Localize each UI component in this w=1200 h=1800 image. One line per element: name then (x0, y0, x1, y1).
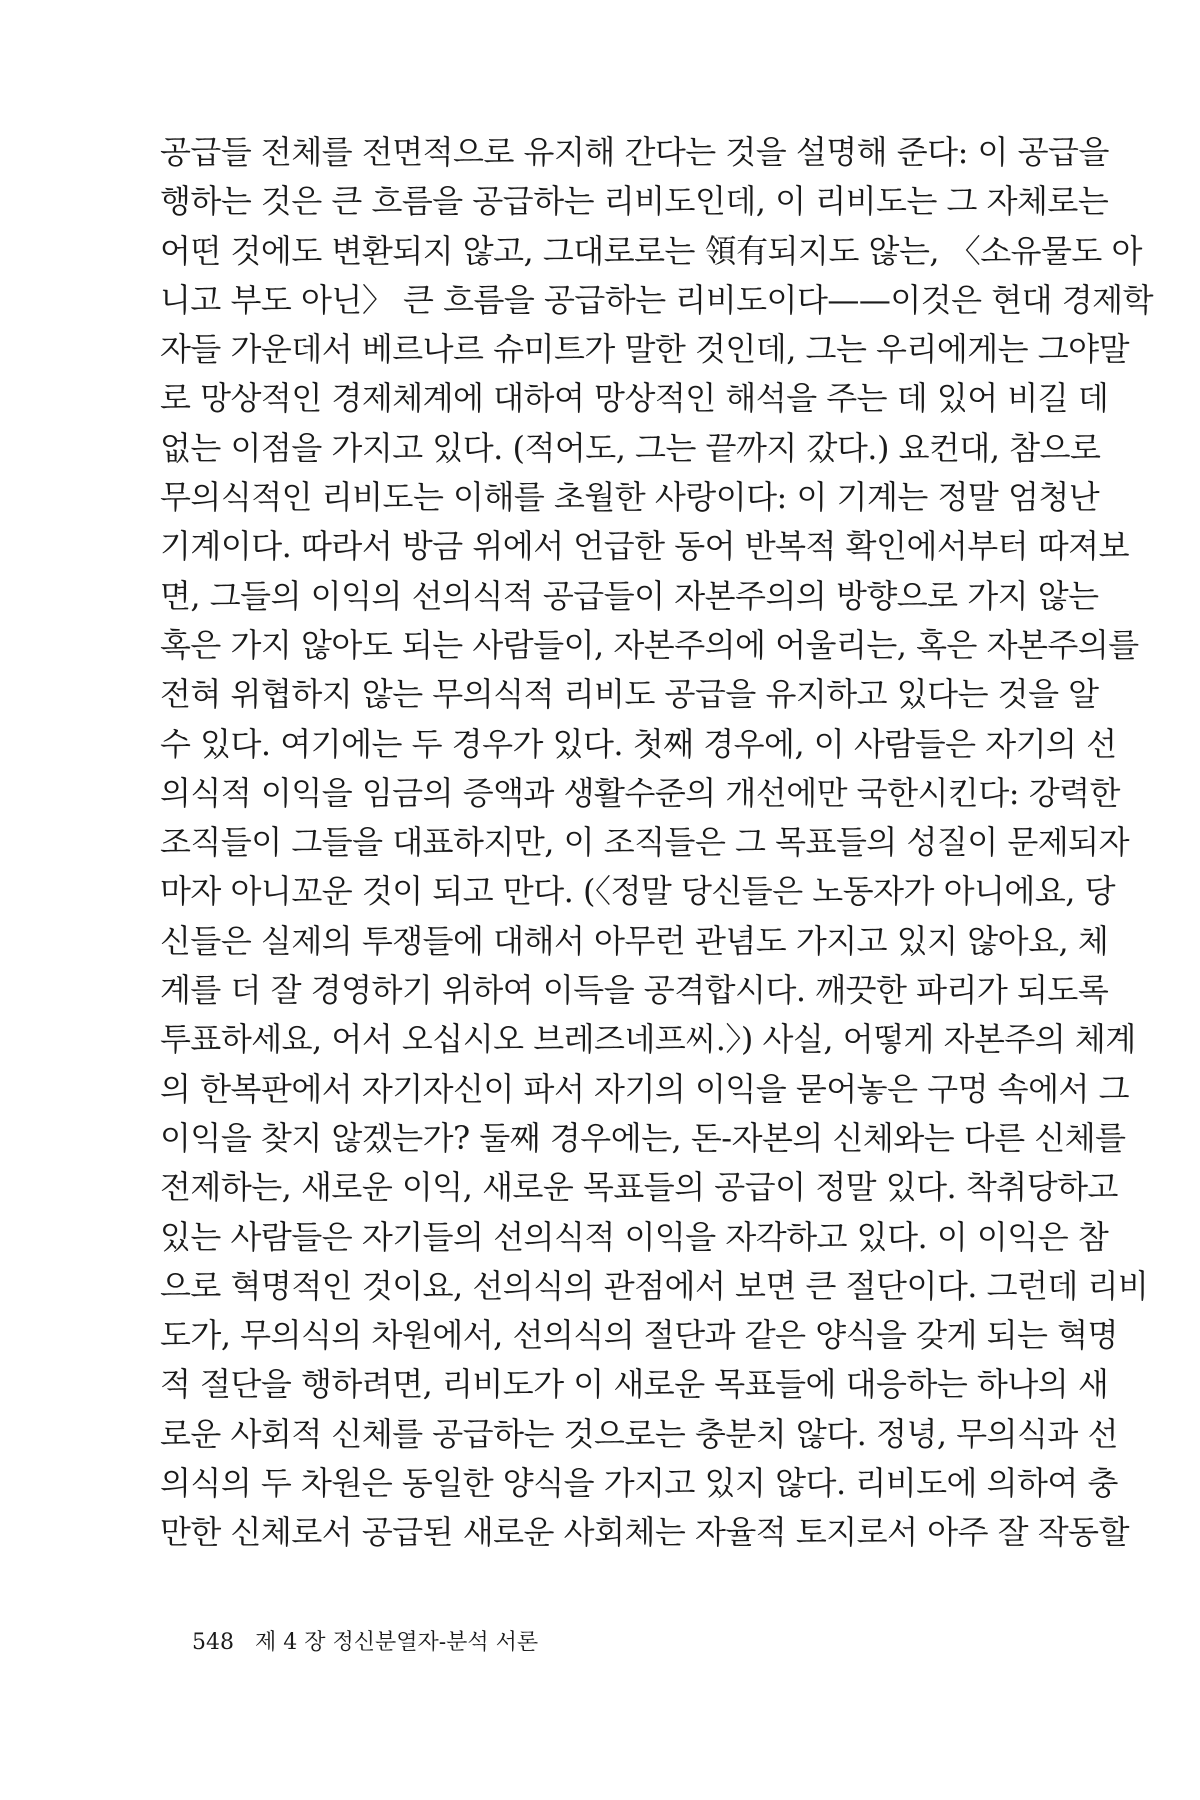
text-line: 계를 더 잘 경영하기 위하여 이득을 공격합시다. 깨끗한 파리가 되도록 (160, 971, 1109, 1010)
text-line: 로운 사회적 신체를 공급하는 것으로는 충분치 않다. 정녕, 무의식과 선 (160, 1414, 1118, 1453)
text-line: 신들은 실제의 투쟁들에 대해서 아무런 관념도 가지고 있지 않아요, 체 (160, 921, 1109, 960)
text-line: 의 한복판에서 자기자신이 파서 자기의 이익을 묻어놓은 구멍 속에서 그 (160, 1069, 1129, 1108)
text-line: 만한 신체로서 공급된 새로운 사회체는 자율적 토지로서 아주 잘 작동할 (160, 1513, 1129, 1552)
text-line: 으로 혁명적인 것이요, 선의식의 관점에서 보면 큰 절단이다. 그런데 리비 (160, 1266, 1149, 1305)
text-line: 전제하는, 새로운 이익, 새로운 목표들의 공급이 정말 있다. 착취당하고 (160, 1168, 1118, 1207)
text-line: 도가, 무의식의 차원에서, 선의식의 절단과 같은 양식을 갖게 되는 혁명 (160, 1316, 1118, 1355)
text-line: 로 망상적인 경제체계에 대하여 망상적인 해석을 주는 데 있어 비길 데 (160, 379, 1109, 418)
page-number: 548 (192, 1630, 234, 1655)
text-line: 마자 아니꼬운 것이 되고 만다. (〈정말 당신들은 노동자가 아니에요, 당 (160, 872, 1116, 911)
text-line: 의식의 두 차원은 동일한 양식을 가지고 있지 않다. 리비도에 의하여 충 (160, 1464, 1118, 1503)
text-line: 이익을 찾지 않겠는가? 둘째 경우에는, 돈-자본의 신체와는 다른 신체를 (160, 1118, 1126, 1157)
text-line: 수 있다. 여기에는 두 경우가 있다. 첫째 경우에, 이 사람들은 자기의 선 (160, 724, 1117, 763)
page-footer (192, 1625, 538, 1656)
text-line: 있는 사람들은 자기들의 선의식적 이익을 자각하고 있다. 이 이익은 참 (160, 1217, 1109, 1256)
text-line: 기계이다. 따라서 방금 위에서 언급한 동어 반복적 확인에서부터 따져보 (160, 527, 1129, 566)
text-line: 투표하세요, 어서 오십시오 브레즈네프씨.〉) 사실, 어떻게 자본주의 체계 (160, 1020, 1136, 1059)
text-line: 자들 가운데서 베르나르 슈미트가 말한 것인데, 그는 우리에게는 그야말 (160, 330, 1129, 369)
text-line: 면, 그들의 이익의 선의식적 공급들이 자본주의의 방향으로 가지 않는 (160, 576, 1099, 615)
text-line: 행하는 것은 큰 흐름을 공급하는 리비도인데, 이 리비도는 그 자체로는 (160, 182, 1109, 221)
running-chapter-title: 제 4 장 정신분열자-분석 서론 (255, 1630, 539, 1655)
text-line: 공급들 전체를 전면적으로 유지해 간다는 것을 설명해 준다: 이 공급을 (160, 133, 1109, 171)
text-line: 혹은 가지 않아도 되는 사람들이, 자본주의에 어울리는, 혹은 자본주의를 (160, 625, 1139, 664)
text-line: 무의식적인 리비도는 이해를 초월한 사랑이다: 이 기계는 정말 엄청난 (160, 478, 1100, 517)
body-text (160, 128, 1154, 1558)
text-line: 적 절단을 행하려면, 리비도가 이 새로운 목표들에 대응하는 하나의 새 (160, 1365, 1109, 1404)
text-line: 조직들이 그들을 대표하지만, 이 조직들은 그 목표들의 성질이 문제되자 (160, 823, 1129, 862)
text-line: 어떤 것에도 변환되지 않고, 그대로로는 領有되지도 않는, 〈소유물도 아 (160, 231, 1142, 270)
text-line: 니고 부도 아닌〉 큰 흐름을 공급하는 리비도이다——이것은 현대 경제학 (160, 280, 1154, 319)
text-line: 의식적 이익을 임금의 증액과 생활수준의 개선에만 국한시킨다: 강력한 (160, 773, 1120, 812)
text-line: 전혀 위협하지 않는 무의식적 리비도 공급을 유지하고 있다는 것을 알 (160, 675, 1099, 714)
text-line: 없는 이점을 가지고 있다. (적어도, 그는 끝까지 갔다.) 요컨대, 참으로 (160, 428, 1101, 467)
